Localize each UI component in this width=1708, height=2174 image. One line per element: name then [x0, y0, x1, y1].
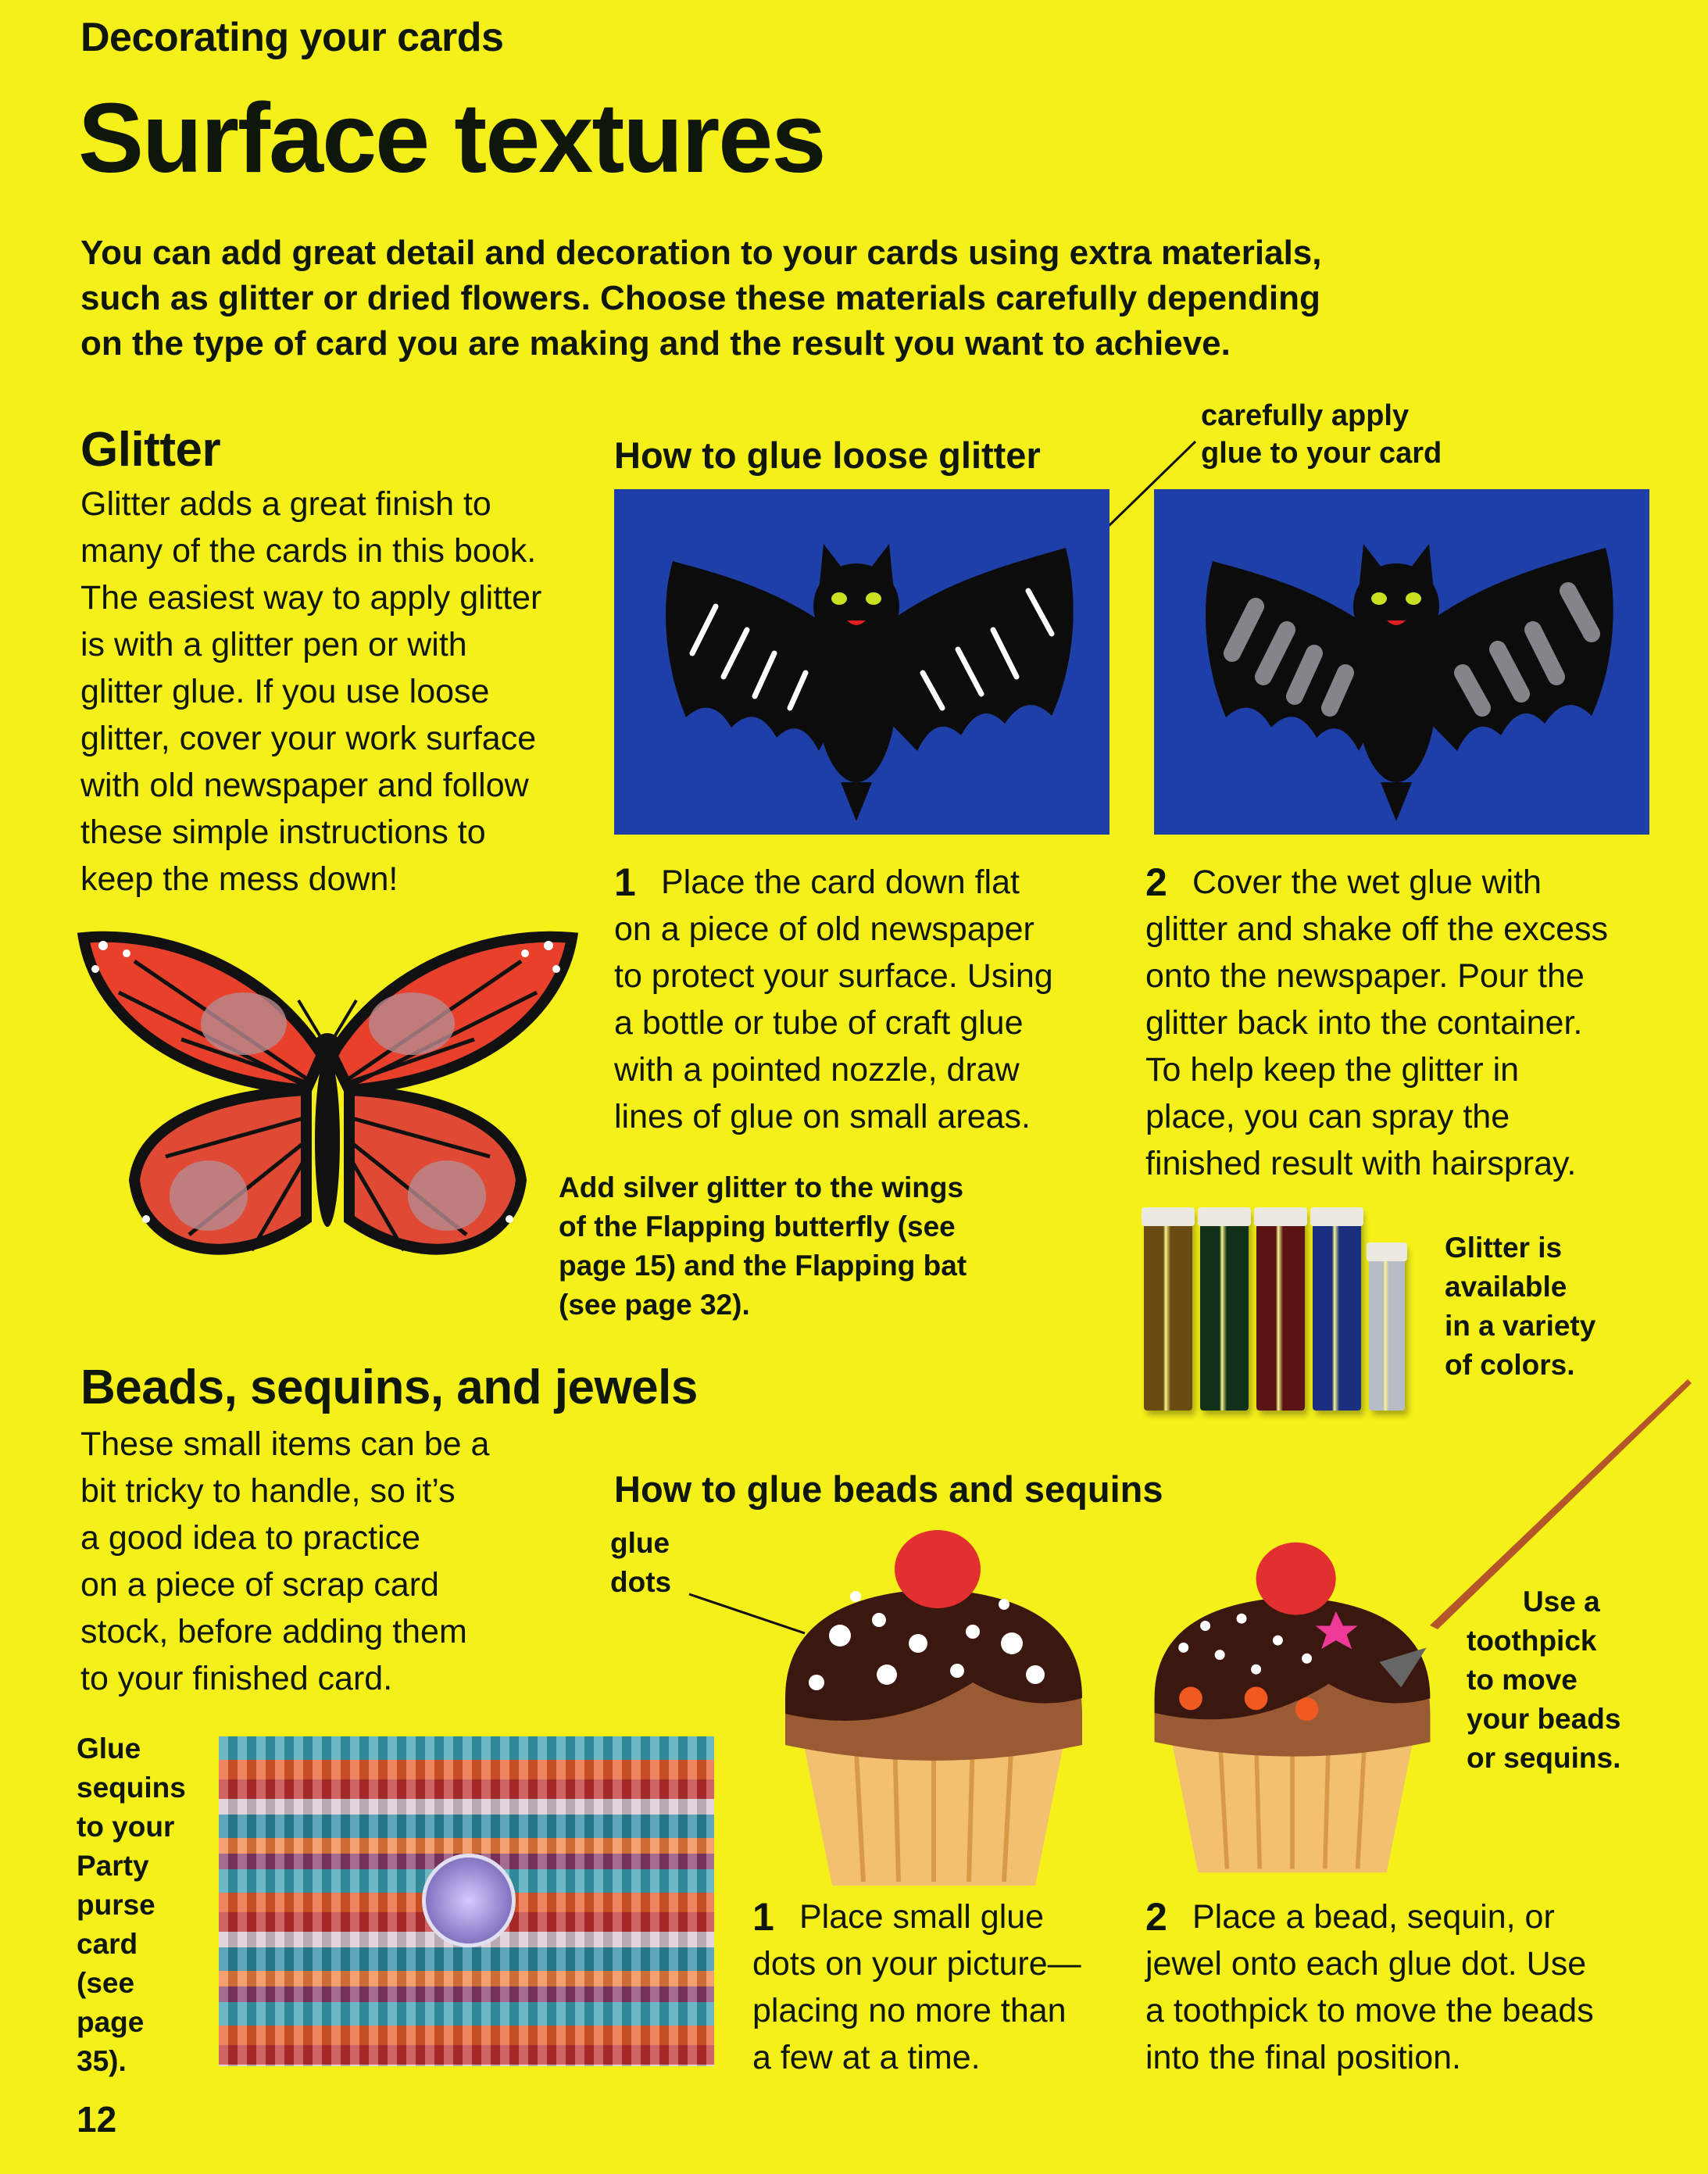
text-line: The easiest way to apply glitter — [80, 579, 542, 617]
text-line: (see — [77, 1967, 135, 1999]
tube-cap — [1310, 1207, 1363, 1226]
step-text — [1145, 859, 1608, 1187]
bat-card-glittered — [1153, 489, 1650, 835]
step-number: 1 — [614, 860, 636, 904]
text-line: You can add great detail and decoration to your cards using extra materials, — [80, 234, 1322, 272]
text-line: glue — [610, 1527, 670, 1559]
text-line: dots on your picture— — [752, 1945, 1081, 1983]
text-line: 35). — [77, 2045, 127, 2077]
cupcake-glue-dots — [770, 1518, 1098, 1886]
text-line: page 15) and the Flapping bat — [559, 1250, 967, 1282]
text-line: on a piece of scrap card — [80, 1566, 439, 1604]
text-line: lines of glue on small areas. — [614, 1098, 1031, 1135]
text-line: carefully apply — [1201, 399, 1410, 432]
step-number: 2 — [1145, 860, 1167, 904]
tube-cap — [1367, 1243, 1407, 1261]
tube-cap — [1254, 1207, 1307, 1226]
step-text — [614, 859, 1053, 1140]
text-line: place, you can spray the — [1145, 1098, 1510, 1135]
text-line: a good idea to practice — [80, 1519, 421, 1557]
text-line: on the type of card you are making and the result you want to achieve. — [80, 324, 1231, 363]
text-line: with old newspaper and follow — [80, 767, 529, 804]
butterfly-image — [72, 922, 582, 1282]
text-line: such as glitter or dried flowers. Choose these materials carefully depending — [80, 279, 1320, 317]
text-line: is with a glitter pen or with — [80, 626, 467, 663]
text-line: Use a — [1523, 1586, 1600, 1618]
text-line: Cover the wet glue with — [1192, 864, 1542, 901]
text-line: in a variety — [1445, 1310, 1596, 1342]
section-kicker: Decorating your cards — [80, 15, 504, 60]
sequin-purse-image — [219, 1736, 714, 2066]
text-line: purse — [77, 1889, 155, 1921]
glue-beads-heading: How to glue beads and sequins — [614, 1468, 1163, 1510]
beads-heading: Beads, sequins, and jewels — [80, 1361, 698, 1414]
text-line: jewel onto each glue dot. Use — [1145, 1945, 1587, 1983]
step-number: 1 — [752, 1895, 774, 1939]
glue-dots-label — [610, 1524, 671, 1602]
text-line: many of the cards in this book. — [80, 532, 537, 570]
beads-step-2 — [1145, 1893, 1594, 2081]
beads-body — [80, 1421, 489, 1702]
text-line: to your — [77, 1811, 175, 1843]
text-line: Place small glue — [799, 1898, 1045, 1936]
text-line: Party — [77, 1850, 149, 1882]
tube-cap — [1198, 1207, 1251, 1226]
text-line: placing no more than — [752, 1992, 1067, 2029]
step-number: 2 — [1145, 1895, 1167, 1939]
text-line: Add silver glitter to the wings — [559, 1171, 964, 1203]
glitter-tube — [1200, 1207, 1249, 1411]
text-line: Place a bead, sequin, or — [1192, 1898, 1555, 1936]
text-line: a toothpick to move the beads — [1145, 1992, 1594, 2029]
text-line: page — [77, 2006, 145, 2038]
glitter-tube — [1256, 1207, 1305, 1411]
text-line: (see page 32). — [559, 1289, 750, 1321]
glue-glitter-heading: How to glue loose glitter — [614, 434, 1041, 476]
glitter-heading: Glitter — [80, 423, 221, 477]
text-line: your beads — [1467, 1703, 1621, 1735]
tube-cap — [1142, 1207, 1195, 1226]
text-line: Glitter adds a great finish to — [80, 485, 491, 523]
text-line: These small items can be a — [80, 1425, 490, 1463]
glitter-tube — [1313, 1207, 1361, 1411]
step-text — [752, 1893, 1081, 2081]
text-line: to your finished card. — [80, 1660, 393, 1697]
text-line: to move — [1467, 1664, 1578, 1696]
text-line: a bottle or tube of craft glue — [614, 1004, 1024, 1042]
glitter-tube — [1369, 1243, 1405, 1411]
text-line: glitter and shake off the excess — [1145, 910, 1609, 948]
glitter-tubes-image — [1144, 1207, 1417, 1414]
purse-caption — [77, 1729, 186, 2081]
jewel — [422, 1854, 516, 1947]
text-line: stock, before adding them — [80, 1613, 467, 1650]
text-line: bit tricky to handle, so it’s — [80, 1472, 456, 1510]
text-line: dots — [610, 1566, 672, 1598]
text-line: Place the card down flat — [661, 864, 1020, 901]
text-line: a few at a time. — [752, 2039, 981, 2076]
text-line: To help keep the glitter in — [1145, 1051, 1520, 1089]
page-title: Surface textures — [78, 83, 825, 193]
text-line: or sequins. — [1467, 1742, 1621, 1774]
page-number: 12 — [77, 2099, 117, 2140]
text-line: on a piece of old newspaper — [614, 910, 1034, 948]
step-text — [1145, 1893, 1594, 2081]
tubes-caption — [1445, 1228, 1595, 1385]
glitter-tube — [1144, 1207, 1192, 1411]
text-line: Glitter is — [1445, 1232, 1563, 1264]
text-line: card — [77, 1928, 138, 1960]
text-line: of colors. — [1445, 1349, 1575, 1381]
glitter-step-2 — [1145, 859, 1608, 1187]
glitter-step-1 — [614, 859, 1053, 1140]
text-line: glitter glue. If you use loose — [80, 673, 490, 710]
text-line: available — [1445, 1271, 1567, 1303]
toothpick-caption — [1467, 1582, 1620, 1778]
text-line: these simple instructions to — [80, 813, 486, 851]
text-line: sequins — [77, 1772, 186, 1804]
text-line: Glue — [77, 1732, 141, 1765]
text-line: glitter back into the container. — [1145, 1004, 1583, 1042]
text-line: to protect your surface. Using — [614, 957, 1053, 995]
bat-card-glue-lines — [614, 489, 1109, 835]
beads-step-1 — [752, 1893, 1081, 2081]
text-line: keep the mess down! — [80, 860, 398, 898]
text-line: glitter, cover your work surface — [80, 720, 537, 757]
butterfly-caption — [559, 1168, 967, 1325]
text-line: with a pointed nozzle, draw — [614, 1051, 1020, 1089]
text-line: of the Flapping butterfly (see — [559, 1210, 956, 1243]
text-line: toothpick — [1467, 1625, 1597, 1657]
text-line: glue to your card — [1201, 437, 1442, 470]
text-line: into the final position. — [1145, 2039, 1461, 2076]
cupcake-with-beads — [1140, 1518, 1445, 1886]
text-line: onto the newspaper. Pour the — [1145, 957, 1585, 995]
text-line: finished result with hairspray. — [1145, 1145, 1577, 1182]
